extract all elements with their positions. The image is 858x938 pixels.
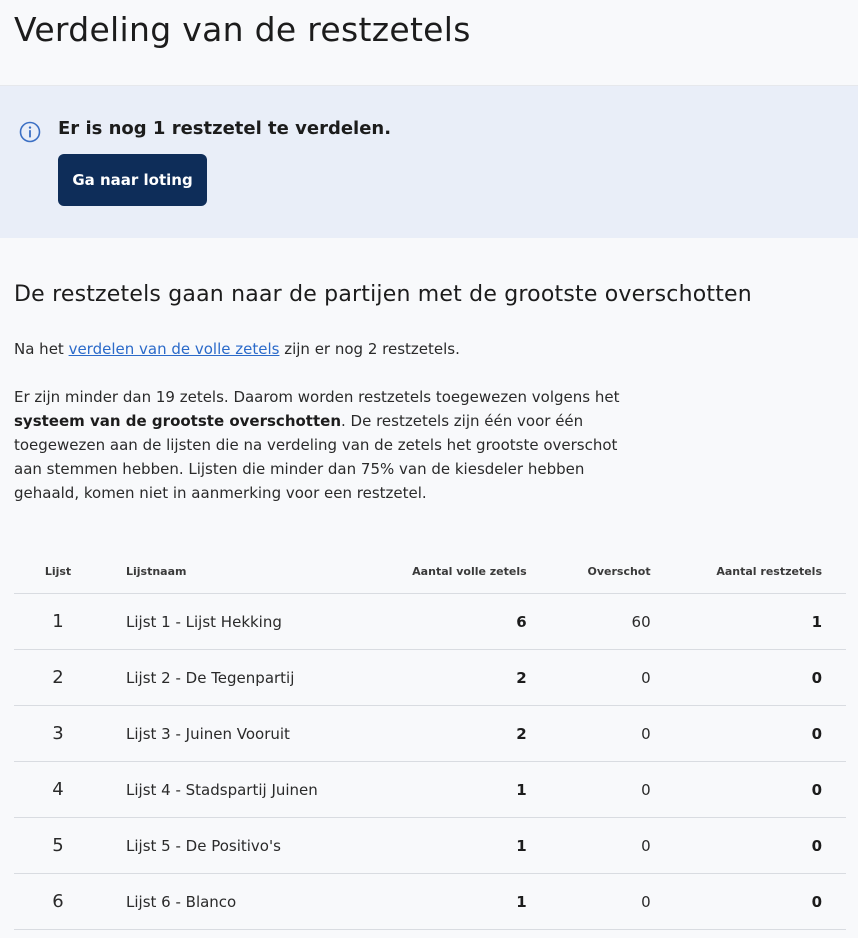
table-row: [14, 650, 846, 706]
cell-surplus: 0: [551, 874, 675, 930]
explanation-text-after: . De restzetels zijn één voor één toegewezen aan de lijsten die na verdeling van de zetels het grootste overschot aan stemmen hebben. Lijsten die minder dan 75% van de kiesdeler hebben gehaald, komen niet in aanmerking voor een restzetel.: [14, 412, 618, 502]
cell-lijstnaam: Lijst 2 - De Tegenpartij: [102, 650, 369, 706]
table-row: [14, 594, 846, 650]
cell-lijstnaam: Lijst 3 - Juinen Vooruit: [102, 706, 369, 762]
section-title: De restzetels gaan naar de partijen met de grootste overschotten: [14, 282, 752, 307]
info-alert: [0, 86, 858, 238]
main-content: [0, 282, 858, 930]
cell-lijst: 3: [14, 706, 102, 762]
cell-lijst: 1: [14, 594, 102, 650]
residual-seats-table: [14, 549, 846, 930]
alert-title: Er is nog 1 restzetel te verdelen.: [58, 118, 392, 139]
cell-full-seats: 2: [369, 650, 550, 706]
cell-lijst: 5: [14, 818, 102, 874]
cell-full-seats: 1: [369, 874, 550, 930]
cell-residual-seats: 0: [675, 874, 846, 930]
cell-full-seats: 1: [369, 818, 550, 874]
explanation-text-before: Er zijn minder dan 19 zetels. Daarom worden restzetels toegewezen volgens het: [14, 388, 620, 406]
cell-full-seats: 1: [369, 762, 550, 818]
header-surplus: Overschot: [551, 549, 675, 594]
info-circle-icon: [19, 121, 41, 143]
cell-surplus: 0: [551, 818, 675, 874]
go-to-drawing-button[interactable]: Ga naar loting: [58, 154, 207, 206]
cell-residual-seats: 0: [675, 650, 846, 706]
cell-lijst: 2: [14, 650, 102, 706]
cell-lijstnaam: Lijst 5 - De Positivo's: [102, 818, 369, 874]
intro-text-after: zijn er nog 2 restzetels.: [279, 340, 460, 358]
cell-lijstnaam: Lijst 1 - Lijst Hekking: [102, 594, 369, 650]
cell-lijst: 6: [14, 874, 102, 930]
table-header-row: [14, 549, 846, 594]
header-residual-seats: Aantal restzetels: [675, 549, 846, 594]
table-row: [14, 874, 846, 930]
intro-paragraph: [14, 337, 634, 361]
cell-surplus: 0: [551, 650, 675, 706]
cell-residual-seats: 0: [675, 818, 846, 874]
cell-surplus: 0: [551, 706, 675, 762]
table-row: [14, 762, 846, 818]
table-row: [14, 706, 846, 762]
full-seats-link[interactable]: verdelen van de volle zetels: [68, 340, 280, 358]
cell-residual-seats: 0: [675, 706, 846, 762]
cell-residual-seats: 0: [675, 762, 846, 818]
explanation-paragraph: [14, 385, 634, 505]
header-full-seats: Aantal volle zetels: [369, 549, 550, 594]
header-lijstnaam: Lijstnaam: [102, 549, 369, 594]
cell-lijstnaam: Lijst 4 - Stadspartij Juinen: [102, 762, 369, 818]
page-header: [0, 0, 858, 86]
cell-full-seats: 2: [369, 706, 550, 762]
cell-lijstnaam: Lijst 6 - Blanco: [102, 874, 369, 930]
table-row: [14, 818, 846, 874]
intro-text-before: Na het: [14, 340, 69, 358]
page-title: Verdeling van de restzetels: [14, 10, 471, 49]
header-lijst: Lijst: [14, 549, 102, 594]
cell-full-seats: 6: [369, 594, 550, 650]
cell-surplus: 0: [551, 762, 675, 818]
cell-residual-seats: 1: [675, 594, 846, 650]
cell-lijst: 4: [14, 762, 102, 818]
cell-surplus: 60: [551, 594, 675, 650]
system-name-bold: systeem van de grootste overschotten: [14, 412, 341, 430]
